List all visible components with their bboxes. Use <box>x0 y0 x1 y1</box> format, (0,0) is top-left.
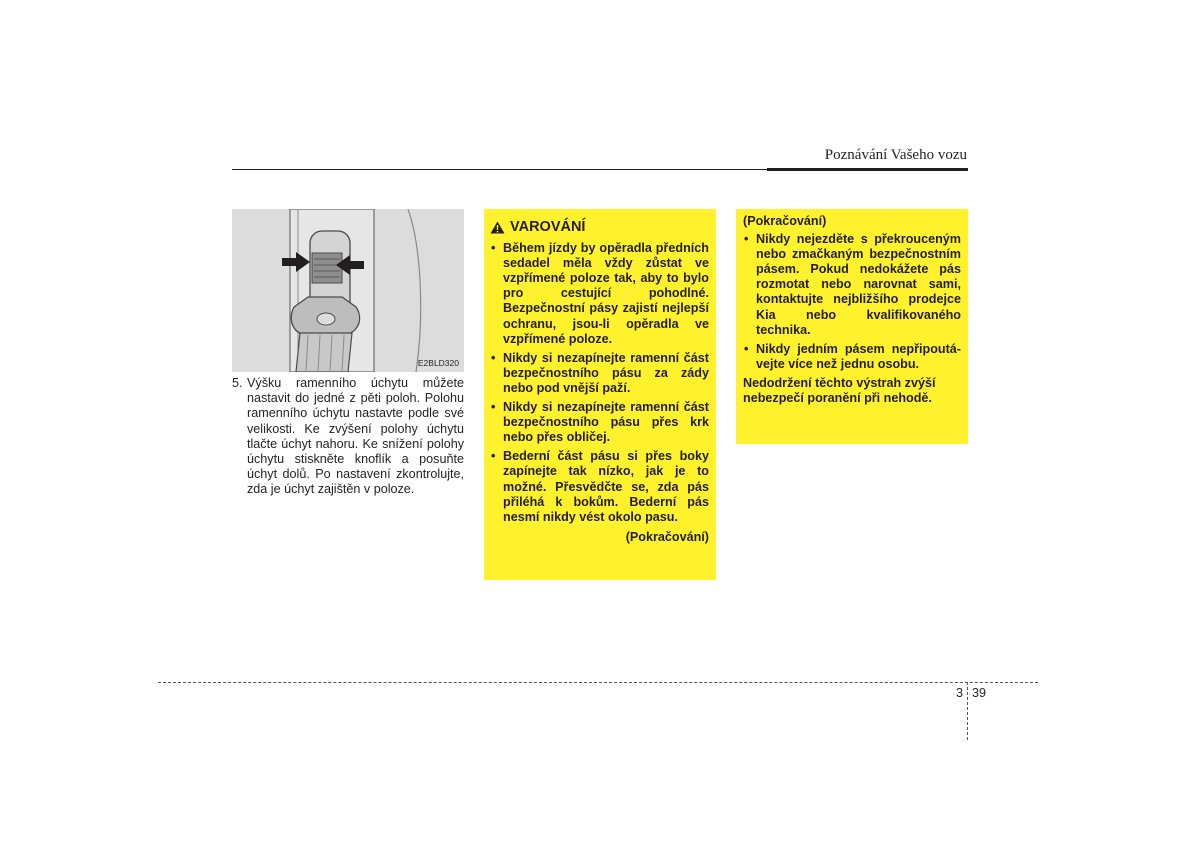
continued-heading: (Pokračování) <box>743 214 827 228</box>
warning-heading <box>490 220 709 235</box>
warning-list <box>490 241 709 525</box>
footer-divider <box>967 682 968 740</box>
step-text: Výšku ramenního úchytu můžete nastavit do jedné z pěti poloh. Polohu ramenního úchytu nastavte podle své velikosti. Ke zvýšení polohy úchytu tlačte úchyt nahoru. Ke snížení polohy úchytu stiskněte knoflík a posuňte úchyt dolů. Po nastavení zkontrolujte, zda je úchyt zajištěn v poloze. <box>247 376 464 497</box>
warning-item: • Nikdy si nezapínejte ramenní část bezpečnostního pásu přes krk nebo přes obličej. <box>490 400 709 445</box>
warning-closing: Nedodržení těchto výstrah zvýší nebezpečí poranění při nehodě. <box>743 375 936 406</box>
warning-item: • Nikdy nejezděte s překrouceným nebo zmačkaným bezpečnostním pásem. Pokud nedokážete pás rozmotat nebo narovnat sami, kontaktujte nejbližšího prodejce Kia nebo kvalifikovaného technika. <box>743 232 961 338</box>
instruction-step <box>232 376 464 498</box>
warning-box-continued <box>736 209 968 444</box>
step-number: 5. <box>232 376 243 390</box>
warning-item: • Nikdy jedním pásem nepřipoutá-vejte více než jednu osobu. <box>743 342 961 372</box>
warning-triangle-icon <box>490 221 505 234</box>
page-number: 39 <box>972 686 987 700</box>
warning-item: • Bederní část pásu si přes boky zapínejte tak nízko, jak je to možné. Přesvědčte se, zda pás přiléhá k bokům. Bederní pás nesmí nikdy vést okolo pasu. <box>490 449 709 524</box>
warning-box <box>484 209 716 580</box>
header-title: Poznávání Vašeho vozu <box>824 147 967 163</box>
footer-rule <box>158 682 1038 683</box>
seatbelt-anchor-illustration <box>232 209 464 372</box>
warning-item: • Nikdy si nezapínejte ramenní část bezpečnostního pásu za zády nebo pod vnější paží. <box>490 351 709 396</box>
warning-item: • Během jízdy by opěradla předních sedadel měla vždy zůstat ve vzpřímené poloze tak, aby to bylo pro cestující pohodlné. Bezpečnostní pásy zajistí nejlepší ochranu, jsou-li opěradla ve vzpřímené poloze. <box>490 241 709 347</box>
warning-title: VAROVÁNÍ <box>510 219 586 235</box>
continued-note: (Pokračování) <box>625 529 709 544</box>
header-rule-accent <box>767 168 968 171</box>
warning-list-continued <box>743 232 961 372</box>
figure-code: E2BLD320 <box>417 358 459 368</box>
seatbelt-anchor-drawing <box>232 209 464 372</box>
chapter-number: 3 <box>956 686 964 700</box>
